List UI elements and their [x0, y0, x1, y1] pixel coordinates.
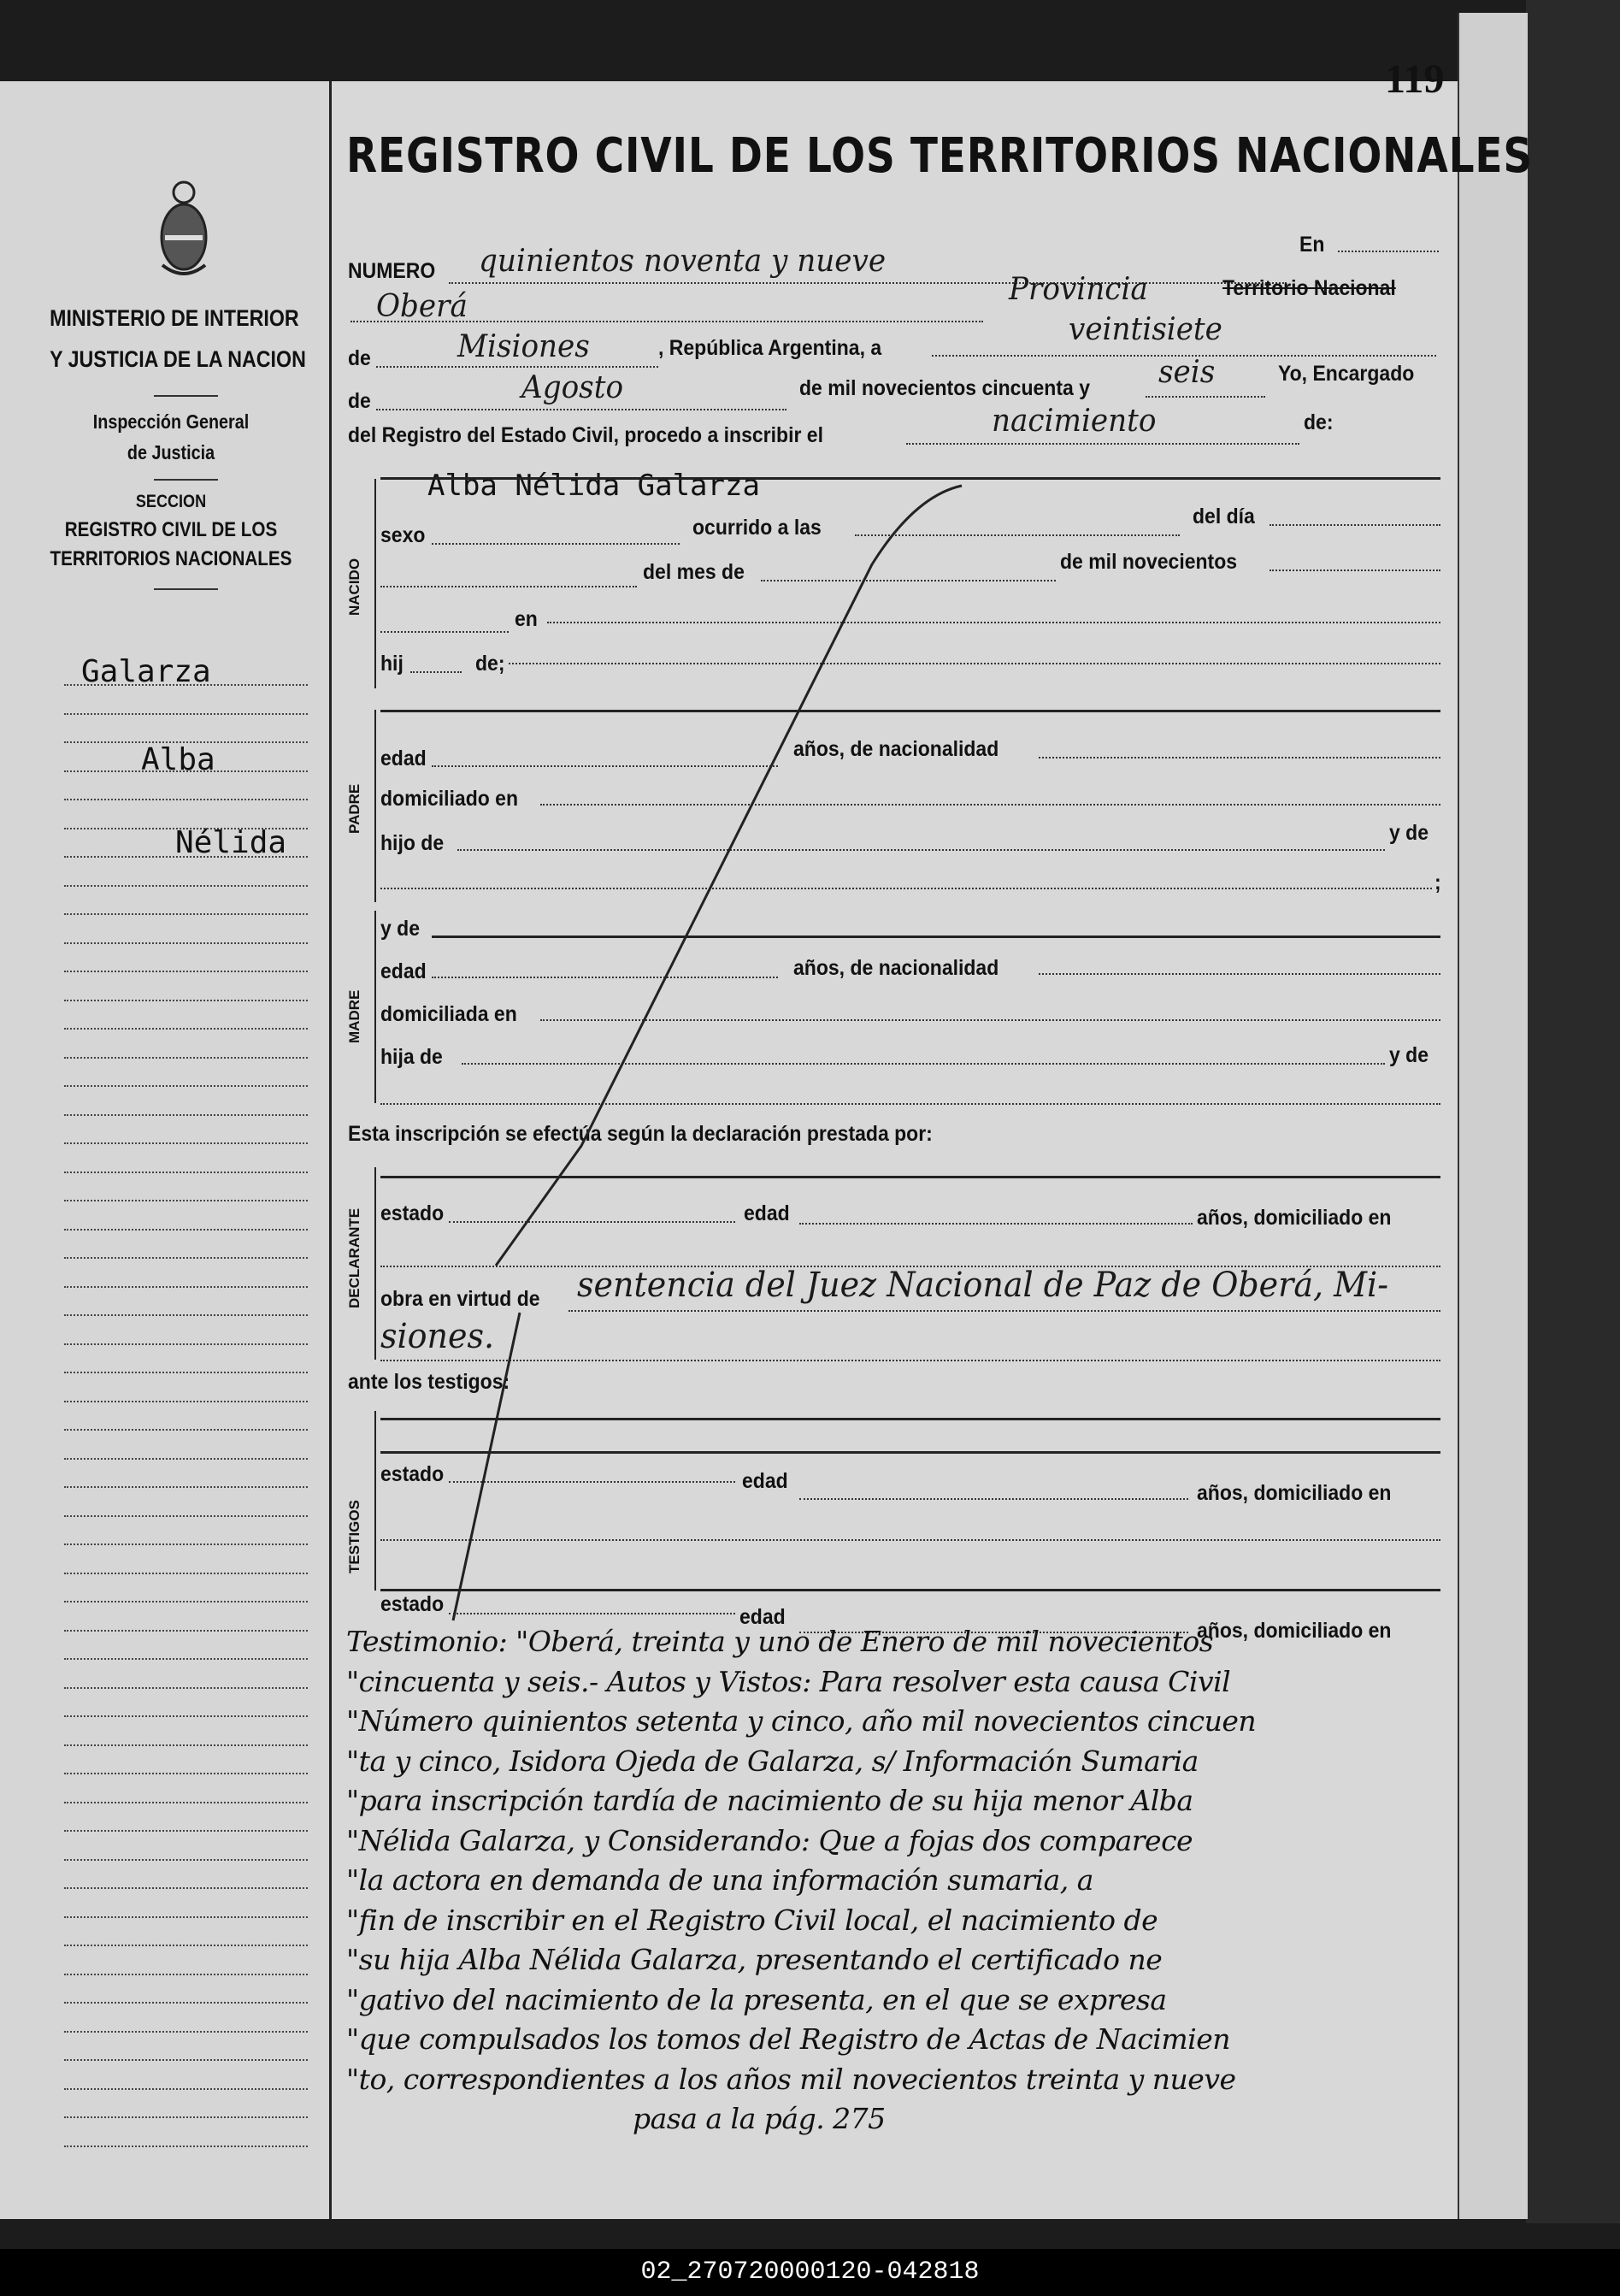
madre-y-de-top-label: y de — [380, 917, 421, 941]
ministry-line-2: Y JUSTICIA DE LA NACION — [50, 346, 306, 372]
testimonio-line: "to, correspondientes a los años mil novecientos treinta y nueve — [346, 2062, 1236, 2096]
del-dia-label: del día — [1193, 505, 1255, 528]
testimonio-line: "fin de inscribir en el Registro Civil local, el nacimiento de — [346, 1903, 1158, 1937]
de-label: de — [348, 346, 371, 370]
en-nacido-label: en — [515, 607, 538, 631]
testimonio-line: "Número quinientos setenta y cinco, año mil novecientos cincuen — [346, 1704, 1257, 1738]
testigo1-estado-label: estado — [380, 1462, 445, 1486]
provincia-value: Provincia — [1009, 272, 1148, 307]
hij-label: hij — [380, 652, 404, 676]
testigo2-anos-label: años, domiciliado en — [1197, 1619, 1392, 1643]
madre-domiciliada-label: domiciliada en — [380, 1002, 517, 1026]
numero-value: quinientos noventa y nueve — [479, 244, 887, 279]
registro-label: del Registro del Estado Civil, procedo a inscribir el — [348, 423, 823, 447]
testimonio-line: "gativo del nacimiento de la presenta, en el que se expresa — [346, 1982, 1167, 2016]
testigo2-estado-label: estado — [380, 1592, 445, 1616]
day-value: veintisiete — [1069, 312, 1222, 347]
section-label: SECCION — [135, 492, 207, 511]
testimonio-line: "Nélida Galarza, y Considerando: Que a fojas dos comparece — [346, 1823, 1193, 1857]
yo-label: Yo, Encargado — [1278, 362, 1415, 386]
madre-anos-label: años, de nacionalidad — [793, 956, 999, 980]
inspection-line-2: de Justicia — [127, 441, 215, 463]
testimonio-line: "ta y cinco, Isidora Ojeda de Galarza, s/ Información Sumaria — [346, 1744, 1199, 1778]
padre-semicolon: ; — [1434, 871, 1441, 894]
declaracion-label: Esta inscripción se efectúa según la declaración prestada por: — [348, 1122, 933, 1146]
declarante-edad-label: edad — [744, 1201, 790, 1225]
padre-anos-label: años, de nacionalidad — [793, 737, 999, 761]
section-line-1: REGISTRO CIVIL DE LOS — [64, 518, 278, 541]
year-label: de mil novecientos cincuenta y — [799, 376, 1090, 400]
section-declarante: DECLARANTE — [346, 1207, 362, 1308]
de-nacido-label: de; — [475, 652, 505, 676]
registered-name: Alba Nélida Galarza — [427, 469, 760, 503]
testimonio-continuation: pasa a la pág. 275 — [633, 2102, 886, 2135]
testimonio-line: "cincuenta y seis.- Autos y Vistos: Para resolver esta causa Civil — [346, 1664, 1231, 1698]
padre-edad-label: edad — [380, 747, 427, 770]
section-padre: PADRE — [346, 783, 362, 834]
section-madre: MADRE — [346, 989, 362, 1043]
section-testigos: TESTIGOS — [346, 1500, 362, 1573]
ocurrido-label: ocurrido a las — [692, 516, 822, 540]
footer-identifier: 02_270720000120-042818 — [0, 2249, 1620, 2296]
inspection-line-1: Inspección General — [92, 410, 250, 433]
madre-edad-label: edad — [380, 959, 427, 983]
year-value: seis — [1158, 355, 1216, 390]
ministry-line-1: MINISTERIO DE INTERIOR — [50, 305, 299, 331]
testigo1-edad-label: edad — [742, 1469, 788, 1493]
sexo-label: sexo — [380, 523, 426, 547]
obra-value-2: siones. — [380, 1317, 495, 1356]
section-line-2: TERRITORIOS NACIONALES — [50, 547, 292, 570]
testimonio-line: "para inscripción tardía de nacimiento de su hija menor Alba — [346, 1784, 1193, 1817]
month-value: Agosto — [521, 370, 624, 405]
page-number: 119 — [1385, 56, 1445, 102]
padre-hijo-de-label: hijo de — [380, 831, 445, 855]
testigo2-edad-label: edad — [739, 1605, 786, 1629]
act-value: nacimiento — [992, 404, 1157, 439]
obra-label: obra en virtud de — [380, 1287, 540, 1311]
padre-y-de-label: y de — [1389, 821, 1429, 845]
section-nacido: NACIDO — [346, 558, 362, 616]
mil-novecientos-label: de mil novecientos — [1060, 550, 1238, 574]
province-value: Misiones — [457, 329, 590, 364]
testimonio-line: Testimonio: "Oberá, treinta y uno de Enero de mil novecientos — [346, 1625, 1214, 1658]
page-title: REGISTRO CIVIL DE LOS TERRITORIOS NACIONALES — [346, 128, 1534, 184]
padre-domiciliado-label: domiciliado en — [380, 787, 519, 811]
month-de-label: de — [348, 389, 371, 413]
territorio-label: Territorio Nacional — [1222, 276, 1396, 300]
place-value: Oberá — [376, 289, 468, 324]
en-label: En — [1299, 233, 1325, 257]
de2-label: de: — [1304, 410, 1334, 434]
numero-label: NUMERO — [348, 259, 436, 283]
obra-value: sentencia del Juez Nacional de Paz de Oberá, Mi- — [577, 1266, 1389, 1305]
declarante-anos-label: años, domiciliado en — [1197, 1206, 1392, 1230]
testigo1-anos-label: años, domiciliado en — [1197, 1481, 1392, 1505]
testimonio-line: "la actora en demanda de una información sumaria, a — [346, 1863, 1093, 1897]
sidebar-second-name: Nélida — [175, 825, 287, 860]
del-mes-label: del mes de — [643, 560, 745, 584]
madre-y-de-label: y de — [1389, 1043, 1429, 1067]
testimonio-line: "su hija Alba Nélida Galarza, presentando el certificado ne — [346, 1943, 1163, 1976]
republica-label: , República Argentina, a — [658, 336, 882, 360]
testimonio-line: "que compulsados los tomos del Registro de Actas de Nacimien — [346, 2022, 1230, 2056]
sidebar-surname: Galarza — [81, 654, 211, 689]
sidebar-first-name: Alba — [141, 742, 215, 777]
madre-hija-de-label: hija de — [380, 1045, 443, 1069]
testigos-label: ante los testigos: — [348, 1370, 510, 1394]
declarante-estado-label: estado — [380, 1201, 445, 1225]
